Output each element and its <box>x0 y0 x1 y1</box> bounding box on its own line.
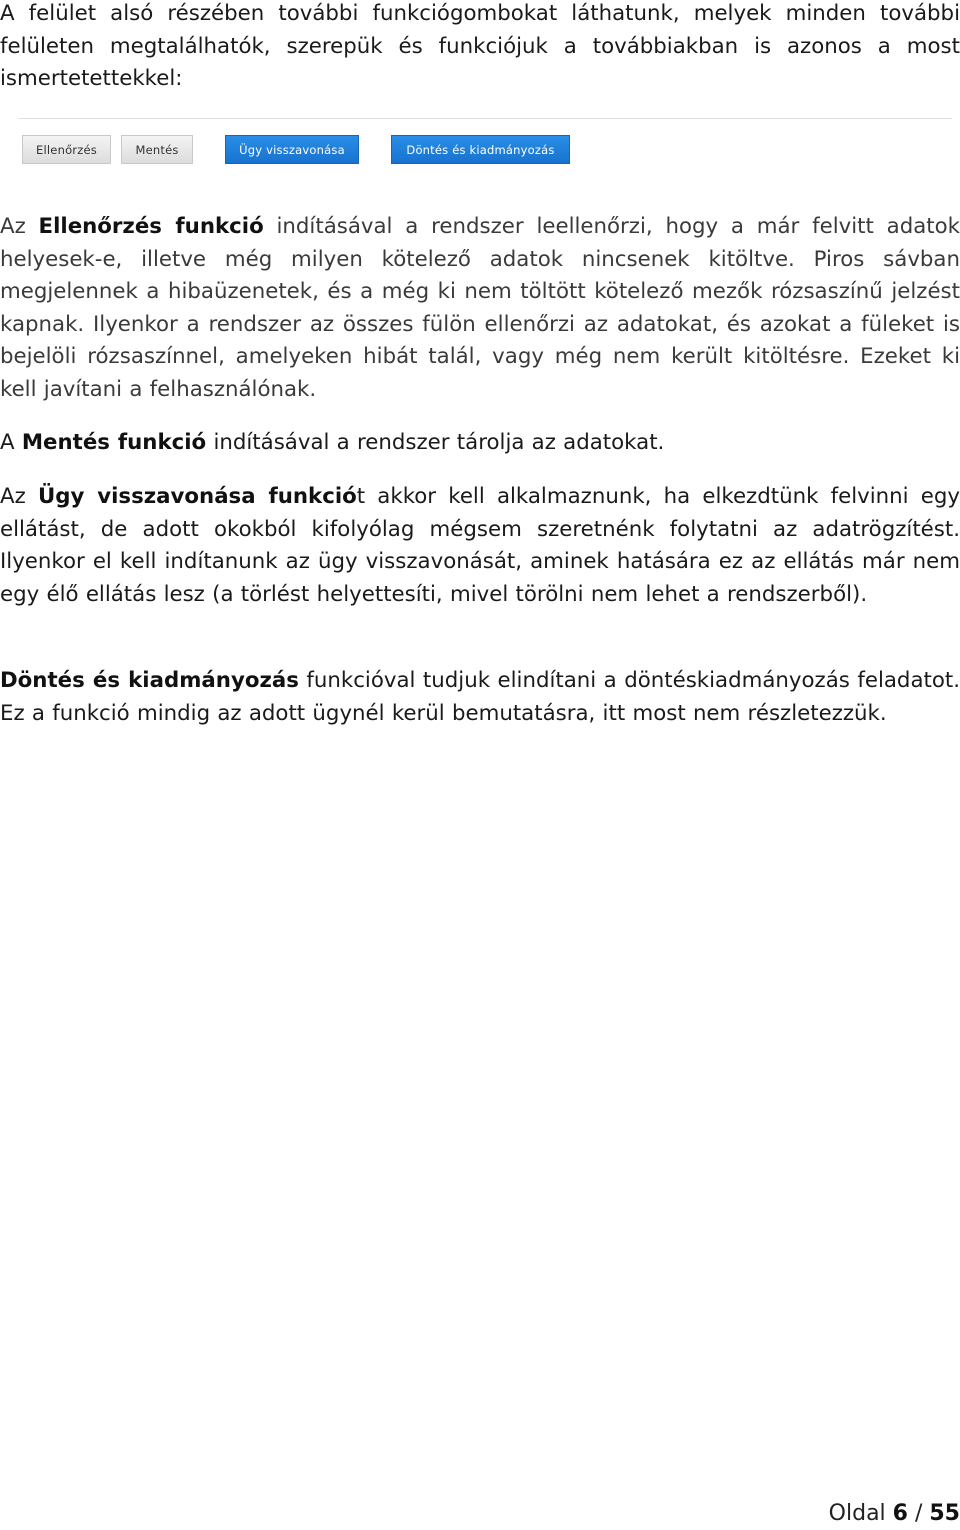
p1-text: indításával a rendszer leellenőrzi, hogy a már felvitt adatok helyesek-e, illetve még milyen kötelező adatok nincsenek kitöltve. Piros sávban megjelennek a hibaüzenetek, és a még ki nem töltött kötelező mezők rózsaszínű jelzést kapnak. Ilyenkor a rendszer az összes fülön ellenőrzi az adatokat, és azokat a füleket is bejelöli rózsaszínnel, amelyeken hibát talál, vagy még nem került kitöltésre. Ezeket ki kell javítani a felhasználónak. <box>0 214 960 402</box>
mentes-paragraph <box>0 427 960 460</box>
p3-pre: Az <box>0 484 38 509</box>
p1-pre: Az <box>0 214 39 239</box>
p2-text: indításával a rendszer tárolja az adatokat. <box>206 430 665 455</box>
footer-label: Oldal <box>828 1501 893 1526</box>
ugy-visszavonasa-button[interactable]: Ügy visszavonása <box>225 135 359 164</box>
footer-total-pages: 55 <box>929 1501 960 1526</box>
mentes-button[interactable]: Mentés <box>121 135 193 164</box>
ugy-visszavonasa-paragraph <box>0 481 960 611</box>
p2-pre: A <box>0 430 22 455</box>
p3-bold-term: Ügy visszavonása funkció <box>37 484 357 509</box>
ellenorzes-paragraph <box>0 211 960 407</box>
ellenorzes-button[interactable]: Ellenőrzés <box>22 135 111 164</box>
footer-current-page: 6 <box>892 1501 908 1526</box>
page-number-footer <box>829 1498 960 1530</box>
footer-separator: / <box>907 1501 930 1526</box>
intro-paragraph: A felület alsó részében további funkciógombokat láthatunk, melyek minden további felületen megtalálhatók, szerepük és funkciójuk a továbbiakban is azonos a most ismertetettekkel: <box>0 1 960 92</box>
p4-bold-term: Döntés és kiadmányozás <box>0 668 299 693</box>
p3-text: t akkor kell alkalmaznunk, ha elkezdtünk felvinni egy ellátást, de adott okokból kifolyólag mégsem szeretnénk folytatni az adatrögzítést. Ilyenkor el kell indítanunk az ügy visszavonását, aminek hatására ez az ellátás már nem egy élő ellátás lesz (a törlést helyettesíti, mivel törölni nem lehet a rendszerből). <box>0 484 960 607</box>
p1-bold-term: Ellenőrzés funkció <box>38 214 264 239</box>
p4-text: funkcióval tudjuk elindítani a döntéskiadmányozás feladatot. Ez a funkció mindig az adott ügynél kerül bemutatásra, itt most nem részletezzük. <box>0 668 960 726</box>
function-button-bar <box>18 118 952 171</box>
p2-bold-term: Mentés funkció <box>21 430 207 455</box>
dontes-paragraph <box>0 665 960 730</box>
dontes-es-kiadmanyozas-button[interactable]: Döntés és kiadmányozás <box>391 135 570 164</box>
